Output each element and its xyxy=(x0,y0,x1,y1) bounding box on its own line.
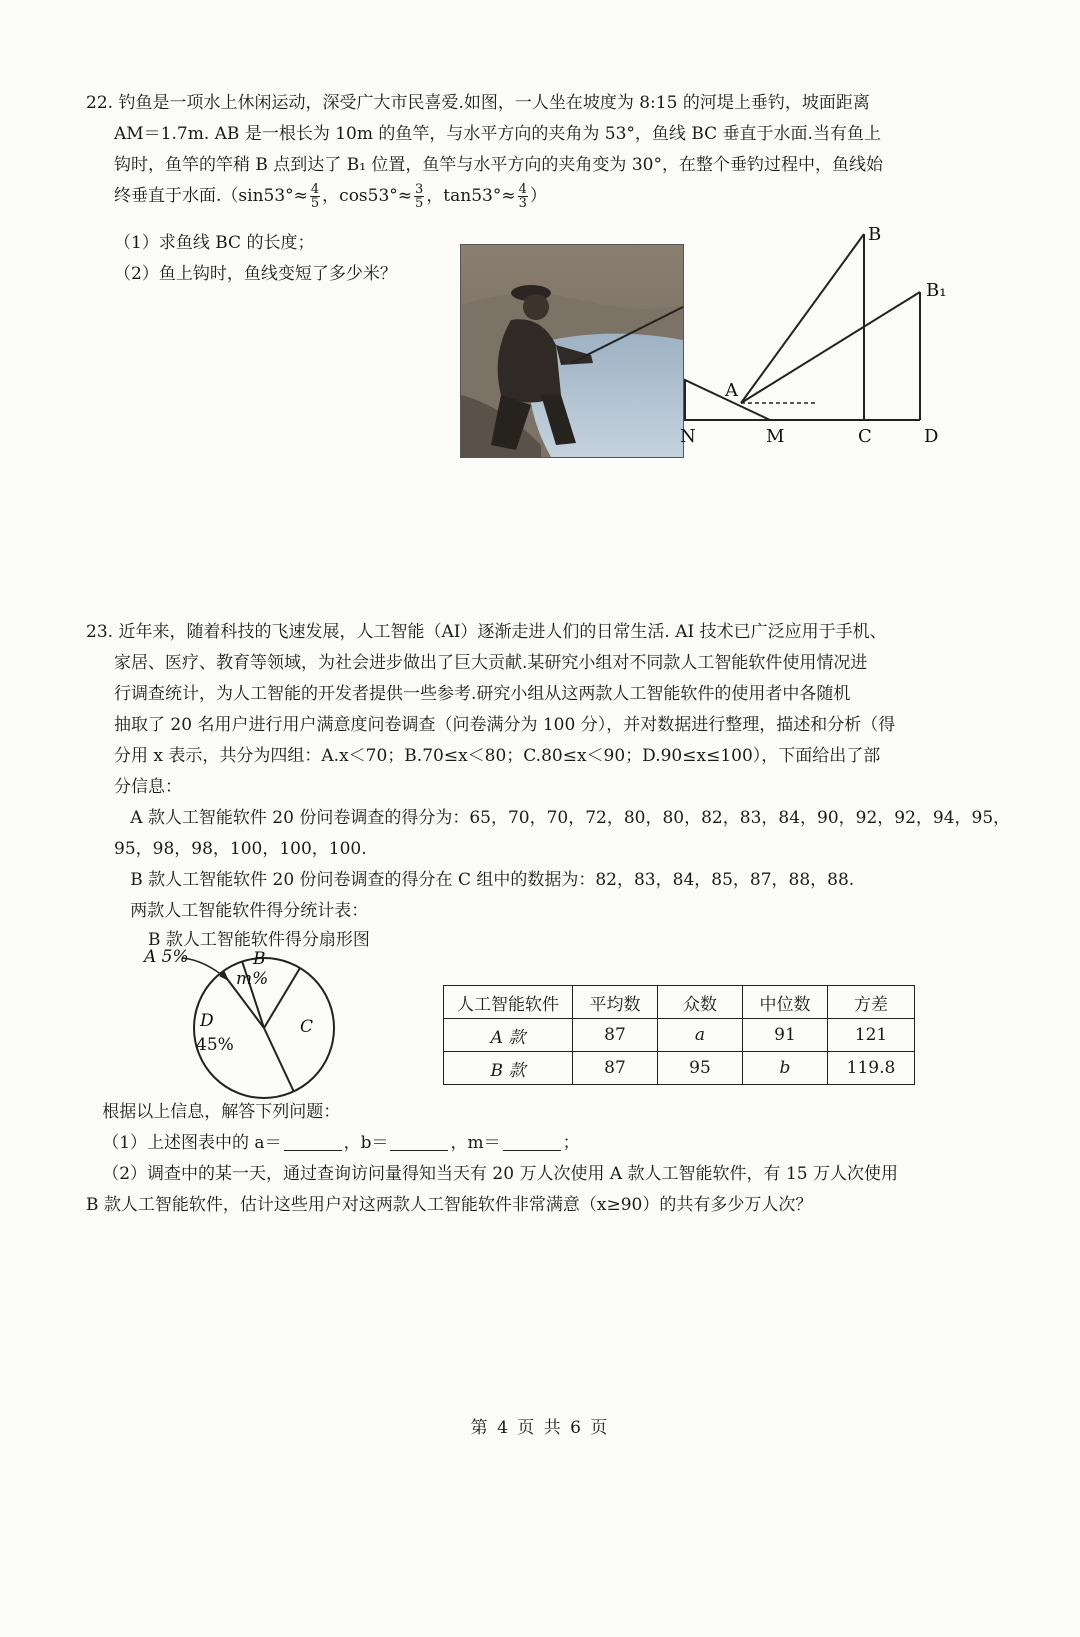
table-cell: 91 xyxy=(743,1019,828,1052)
pie-chart xyxy=(144,947,370,1100)
pie-divider-BC xyxy=(264,968,300,1028)
pie-label-D: D xyxy=(200,1011,214,1031)
q23-line-5: 分用 x 表示，共分为四组：A.x＜70；B.70≤x＜80；C.80≤x＜90；D.90≤x≤100），下面给出了部 xyxy=(114,746,881,766)
q23-line-4: 抽取了 20 名用户进行用户满意度问卷调查（问卷满分为 100 分），并对数据进行整理，描述和分析（得 xyxy=(114,715,896,735)
label-M: M xyxy=(766,426,785,447)
q22-line-2: AM＝1.7m. AB 是一根长为 10m 的鱼竿，与水平方向的夹角为 53°，鱼线 BC 垂直于水面.当有鱼上 xyxy=(114,124,881,144)
q23-line-3: 行调查统计，为人工智能的开发者提供一些参考.研究小组从这两款人工智能软件的使用者中各随机 xyxy=(114,684,851,704)
table-cell: 95 xyxy=(658,1052,743,1085)
table-row xyxy=(444,1019,915,1052)
q23-p1-b: ，b＝ xyxy=(343,1133,389,1153)
q22-line-1: 22. 钓鱼是一项水上休闲运动，深受广大市民喜爱.如图，一人坐在坡度为 8:15 的河堤上垂钓，坡面距离 xyxy=(86,93,870,113)
label-D: D xyxy=(924,426,939,447)
frac-num: 4 xyxy=(518,182,527,197)
q23-line-1: 23. 近年来，随着科技的飞速发展，人工智能（AI）逐渐走进人们的日常生活. AI 技术已广泛应用于手机、 xyxy=(86,622,887,642)
table-header-row xyxy=(444,986,915,1019)
label-B1: B₁ xyxy=(926,280,947,301)
q23-line-9: B 款人工智能软件 20 份问卷调查的得分在 C 组中的数据为：82，83，84，85，87，88，88. xyxy=(114,870,855,890)
table-header: 平均数 xyxy=(573,986,658,1019)
q23-line-7: A 款人工智能软件 20 份问卷调查的得分为：65，70，70，72，80，80，82，83，84，90，92，92，94，95， xyxy=(114,808,1011,828)
table-header: 人工智能软件 xyxy=(444,986,573,1019)
table-cell: a xyxy=(658,1019,743,1052)
q22-line-4-suffix: ） xyxy=(529,186,547,206)
frac-num: 3 xyxy=(415,182,424,197)
frac-num: 4 xyxy=(310,182,320,197)
table-cell: 119.8 xyxy=(828,1052,915,1085)
frac-den: 3 xyxy=(518,196,527,211)
q23-intro: 根据以上信息，解答下列问题： xyxy=(86,1102,341,1122)
table-cell: 87 xyxy=(573,1019,658,1052)
q22-sub2: （2）鱼上钩时，鱼线变短了多少米？ xyxy=(114,264,397,284)
q23-line-10: 两款人工智能软件得分统计表： xyxy=(114,901,369,921)
q22-line-4 xyxy=(86,181,986,212)
frac-den: 5 xyxy=(415,196,424,211)
answer-blank-b[interactable] xyxy=(390,1132,448,1151)
pie-label-B: B xyxy=(253,949,266,969)
label-B: B xyxy=(868,224,882,245)
q23-p1-a: （1）上述图表中的 a＝ xyxy=(86,1133,282,1153)
pie-label-C: C xyxy=(300,1017,314,1037)
q22-line-3: 钩时，鱼竿的竿稍 B 点到达了 B₁ 位置，鱼竿与水平方向的夹角变为 30°，在整个垂钓过程中，鱼线始 xyxy=(114,155,883,175)
q23-p1-d: ； xyxy=(562,1133,580,1153)
table-cell: b xyxy=(743,1052,828,1085)
pie-label-A: A 5% xyxy=(144,947,189,967)
table-header: 方差 xyxy=(828,986,915,1019)
label-C: C xyxy=(858,426,872,447)
fraction-sin xyxy=(310,183,320,210)
q23-part2-line1: （2）调查中的某一天，通过查询访问量得知当天有 20 万人次使用 A 款人工智能软件，有 15 万人次使用 xyxy=(86,1164,898,1184)
question-22 xyxy=(86,88,986,212)
table-header: 中位数 xyxy=(743,986,828,1019)
q22-tan-text: ，tan53°≈ xyxy=(426,186,516,206)
rod-AB1 xyxy=(741,292,920,403)
q23-line-2: 家居、医疗、教育等领域，为社会进步做出了巨大贡献.某研究小组对不同款人工智能软件使用情况进 xyxy=(114,653,868,673)
q23-line-8: 95，98，98，100，100，100. xyxy=(114,839,367,859)
frac-den: 5 xyxy=(310,196,320,211)
page-footer: 第 4 页 共 6 页 xyxy=(470,1418,610,1438)
table-cell: B 款 xyxy=(444,1052,573,1085)
table-cell: A 款 xyxy=(444,1019,573,1052)
q22-cos-text: ，cos53°≈ xyxy=(322,186,413,206)
pie-label-D-pct: 45% xyxy=(196,1035,234,1055)
answer-blank-m[interactable] xyxy=(503,1132,561,1151)
fraction-tan xyxy=(518,183,528,210)
answer-blank-a[interactable] xyxy=(284,1132,342,1151)
q23-part2-line2: B 款人工智能软件，估计这些用户对这两款人工智能软件非常满意（x≥90）的共有多少万人次？ xyxy=(86,1195,813,1215)
pie-title: B 款人工智能软件得分扇形图 xyxy=(148,930,370,950)
q23-part1 xyxy=(86,1128,986,1159)
rod-AB xyxy=(741,234,864,403)
table-row xyxy=(444,1052,915,1085)
q23-p1-c: ，m＝ xyxy=(450,1133,501,1153)
q22-sub1: （1）求鱼线 BC 的长度； xyxy=(114,233,315,253)
q23-line-6: 分信息： xyxy=(114,777,182,797)
fishing-diagram xyxy=(680,224,1000,476)
table-cell: 121 xyxy=(828,1019,915,1052)
table-header: 众数 xyxy=(658,986,743,1019)
fraction-cos xyxy=(414,183,424,210)
label-A: A xyxy=(725,380,738,401)
fishing-photo xyxy=(460,244,684,458)
table-cell: 87 xyxy=(573,1052,658,1085)
label-N: N xyxy=(680,426,696,447)
question-23 xyxy=(86,617,1011,927)
stats-table xyxy=(443,985,915,1085)
pie-label-m: m% xyxy=(236,969,269,989)
q22-line-4-prefix: 终垂直于水面.（sin53°≈ xyxy=(114,186,308,206)
pie-divider-CD xyxy=(264,1028,294,1092)
